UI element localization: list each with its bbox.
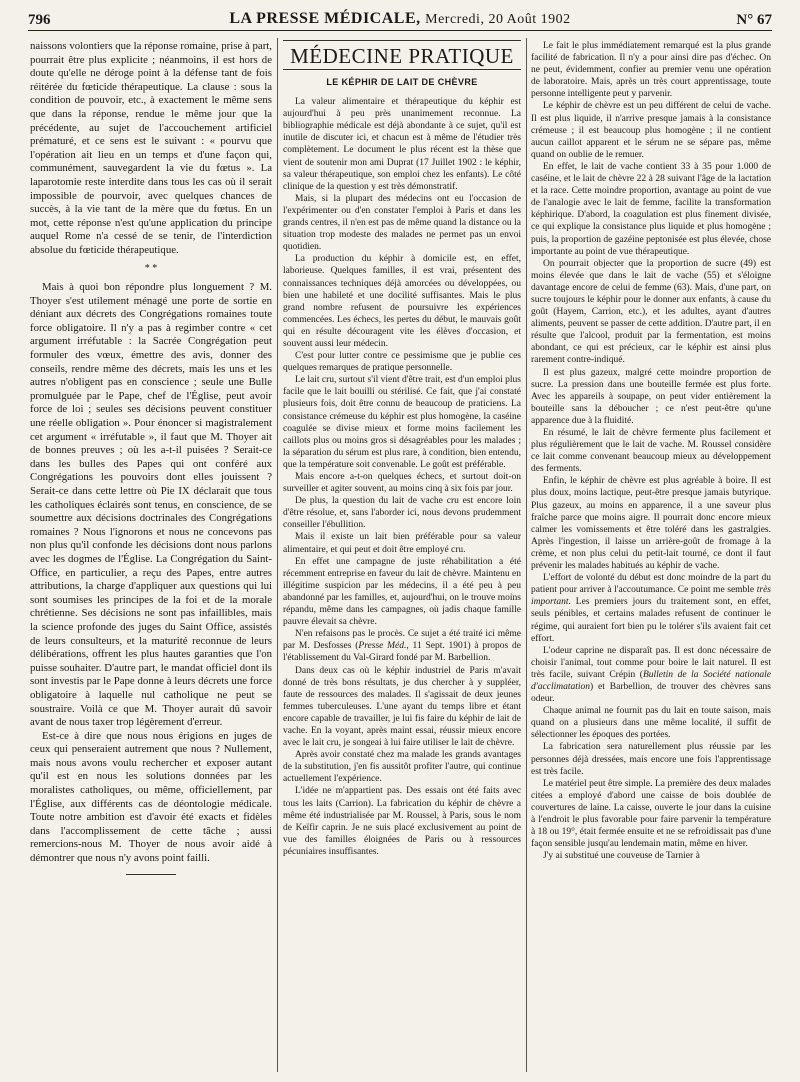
paragraph: La production du képhir à domicile est, en effet, laborieuse. Quelques familles, il est vrai, présentent des connaissances techniques déjà amorcées ou développées, ou bien une habileté et une docilité suffisantes. Mais le plus grand nombre refusent de poursuivre les expériences commencées. Les échecs, les pertes du début, le mauvais goût qui en résulte découragent vite les élèves d'occasion, et souvent aussi leur médecin. bbox=[283, 254, 521, 349]
paragraph: Mais à quoi bon répondre plus longuement ? M. Thoyer s'est utilement ménagé une porte de sortie en déniant aux décrets des Congrégations romaines toute force obligatoire. Il n'y a pas à regimber contre « cet argument irréfutable : la Sacrée Congrégation peut formuler des vœux, émettre des avis, donner des conseils, rendre même des décrets, mais les uns et les autres n'obligent pas en conscience ; seule une Bulle promulguée par le Pape, chef de l'Église, peut avoir force de loi ; seules ses décisions peuvent constituer une réelle obligation ». Pour énoncer si magistralement cet argument « irréfutable », il faut que M. Thoyer ait de bonnes preuves ; où les a-t-il puisées ? Serait-ce dans les bulles des Papes qui ont conféré aux Congrégations les pouvoirs dont elles jouissent ? Serait-ce dans cette lettre où Pie IX déclarait que tous les catholiques éclairés sont tenus, en conscience, de se soumettre aux décisions doctrinales des Congrégations romaines ? Nous l'ignorons et nous ne concevons pas non plus qu'il confonde les décisions dont nous parlons avec les dogmes de l'Église. La Congrégation du Saint-Office, en particulier, a reçu des Papes, entre autres attributions, la charge d'appliquer aux questions qui lui sont soumises les principes de la foi et de la morale chrétienne. Ses décisions ne sont pas infaillibles, mais la science profonde des juges du Saint Office, assistés de leurs consulteurs, et la maturité reconnue de leurs délibérations, offrent les plus hautes garanties que l'on puisse souhaiter. D'autre part, le mandat officiel dont ils sont investis par le Pape donne à leurs décrets une force obligatoire à laquelle nul catholique ne peut se soustraire. Voilà ce que M. Thoyer aurait dû savoir avant de nous taxer trop légèrement d'erreur. bbox=[30, 281, 272, 729]
paragraph: Le lait cru, surtout s'il vient d'être trait, est d'un emploi plus facile que le lait bouilli ou stérilisé. Ce fait, que j'ai constaté plusieurs fois, doit être connu de beaucoup de praticiens. La consistance crémeuse du képhir est plus homogène, la caséine coagulée se divise mieux et forme moins facilement les caillots plus ou moins gros si désagréables pour les malades ; la séparation du sérum est plus rare, à condition, bien entendu, que la température soit convenable. Le goût est préférable. bbox=[283, 375, 521, 470]
section-stars: * * bbox=[144, 262, 158, 274]
paragraph: Dans deux cas où le képhir industriel de Paris m'avait donné de très bons résultats, je dus chercher à y suppléer, faute de ressources des malades. Il s'agissait de deux jeunes femmes tuberculeuses. L'une ayant du temps libre et étant encore capable de travailler, je lui fis faire du képhir de lait de vache. En la voyant, après maint essai, réussir mieux encore avec le lait cru, je songeai à lui faire utiliser le lait de chèvre. bbox=[283, 665, 521, 749]
end-rule bbox=[126, 874, 176, 875]
paragraph: On pourrait objecter que la proportion de sucre (49) est moins élevée que dans le lait de vache (55) et s'éloigne davantage encore de celui de femme (63). Mais, d'une part, on sucre toujours le képhir pour le donner aux enfants, à cause du goût (Hayem, Carrion, etc.), et les adultes, ayant d'autres aliments, peuvent se passer de cette addition. D'autre part, il en résulte que l'alcool, produit par la fermentation, est moins abondant, ce qui est précieux, car le képhir est ainsi plus rarement contre-indiqué. bbox=[531, 258, 771, 366]
paragraph: Après avoir constaté chez ma malade les grands avantages de la substitution, j'en fis aussitôt profiter l'autre, qui continue actuellement l'expérience. bbox=[283, 750, 521, 785]
paragraph bbox=[283, 628, 521, 664]
text-run: . Les premiers jours du traitement sont, en effet, seuls pénibles, et certains malades refusent de continuer le régime, qui auraient fort bien pu le tolérer s'ils avaient fait cet effort. bbox=[531, 597, 771, 644]
paragraph: En effet, le lait de vache contient 33 à 35 pour 1.000 de caséine, et le lait de chèvre 22 à 28 suivant l'âge de la lactation et la race. Cette moindre proportion, avantage au point de vue de l'analogie avec le lait de femme, facilite la transformation képhirique. D'abord, la coagulation est plus finement divisée, ce qui explique la consistance plus liquide et plus homogène ; puis, la proportion de gazéine peptonisée est plus élevée, chose importante au point de vue thérapeutique. bbox=[531, 161, 771, 257]
issue-date: Mercredi, 20 Août 1902 bbox=[425, 12, 571, 27]
paragraph bbox=[531, 572, 771, 645]
column-divider bbox=[277, 38, 278, 1072]
article-title: LE KÉPHIR DE LAIT DE CHÈVRE bbox=[326, 77, 478, 87]
page-number: 796 bbox=[28, 12, 51, 28]
text-run: , 11 Sept. 1901) à propos de l'établissement du Val-Girard fondé par M. Barbellion. bbox=[283, 641, 521, 664]
paragraph: Le képhir de chèvre est un peu différent de celui de vache. Il est plus liquide, il n'arrive presque jamais à la consistance crémeuse ; il est beaucoup plus homogène ; il ne contient aucun caillot apparent et le sérum ne se sépare pas, même quand on oublie de le remuer. bbox=[531, 101, 771, 160]
emphasis: très important bbox=[531, 585, 771, 608]
section-title: MÉDECINE PRATIQUE bbox=[283, 40, 521, 70]
text-run: L'effort de volonté du début est donc moindre de la part du patient pour arriver à l'accoutumance. Ce point me semble bbox=[531, 573, 771, 596]
paragraph bbox=[531, 645, 771, 705]
text-run: L'odeur caprine ne disparaît pas. Il est donc nécessaire de choisir l'animal, tout comme pour boire le lait naturel. Il est très facile, suivant Crépin ( bbox=[531, 645, 771, 680]
paragraph: De plus, la question du lait de vache cru est encore loin d'être résolue, et, sans l'aborder ici, nous devons prudemment conseiller l'ébullition. bbox=[283, 496, 521, 531]
paragraph: Chaque animal ne fournit pas du lait en toute saison, mais quand on a plusieurs dans une même localité, il suffit de sélectionner les époques des portées. bbox=[531, 706, 771, 741]
column-right bbox=[531, 40, 771, 1074]
paragraph: Il est plus gazeux, malgré cette moindre proportion de sucre. La pression dans une bouteille fermée est plus forte. Avec les appareils à soupape, on peut vider entièrement la bouteille sans la déboucher ; ce n'est peut-être qu'une apparence due à la fluidité. bbox=[531, 367, 771, 426]
page-header bbox=[28, 6, 772, 31]
paragraph: La valeur alimentaire et thérapeutique du képhir est aujourd'hui à peu près unanimement reconnue. La bibliographie médicale est déjà abondante à ce sujet, qu'il est inutile de discuter ici, et chacun est à même de l'étudier très complètement. Le document le plus récent est la thèse que vient de soutenir mon ami Duprat (17 Juillet 1902 : le képhir, sa valeur thérapeutique, son emploi chez les enfants). Le côté clinique de la question y est très démonstratif. bbox=[283, 97, 521, 192]
paragraph: Est-ce à dire que nous nous érigions en juges de ceux qui penseraient autrement que nous ? Nullement, mais nous avons voulu rechercher et exposer autant qu'il est en nous les solutions données par les moralistes catholiques, ou même, officiellement, par l'Église, aux différents cas de déontologie médicale. Toute notre ambition est d'avoir été exacts et fidèles dans l'accomplissement de cette tâche ; aussi remercions-nous M. Thoyer de nous avoir aidé à démontrer que nous n'y avons point failli. bbox=[30, 729, 272, 865]
paragraph: En effet une campagne de juste réhabilitation a été récemment entreprise en faveur du lait de chèvre. Maintenu en illégitime suspicion par les médecins, il a été peu à peu abandonné par les familles, et, aujourd'hui, on le trouve moins répandu, même dans les campagnes, où jadis chaque famille pauvre élevait sa chèvre. bbox=[283, 556, 521, 628]
journal-reference: Bulletin de la Société nationale d'acclimatation bbox=[531, 669, 771, 692]
paragraph: Mais encore a-t-on quelques échecs, et surtout doit-on surveiller et agiter souvent, au moins cinq à six fois par jour. bbox=[283, 472, 521, 495]
column-middle bbox=[283, 40, 521, 1074]
paragraph: J'y ai substitué une couveuse de Tarnier à bbox=[543, 851, 700, 862]
column-divider bbox=[526, 38, 527, 1072]
paragraph: Enfin, le képhir de chèvre est plus agréable à boire. Il est plus doux, moins lactique, peut-être presque jamais butyrique. Plus gazeux, au moins en apparence, il a une saveur plus fraîche parce que moins aigre. Il pourrait donc encore mieux calmer les vomissements et être toléré dans les gastralgies. Après l'ingestion, il laisse un arrière-goût de fromage à la crème, et non plus celui du petit-lait tourné, ce dont il faut prévenir les malades habitués au képhir de vache. bbox=[531, 476, 771, 572]
journal-reference: Presse Méd. bbox=[358, 641, 407, 652]
column-left bbox=[30, 40, 272, 1074]
paragraph: C'est pour lutter contre ce pessimisme que je publie ces quelques remarques de pratique personnelle. bbox=[283, 351, 521, 374]
paragraph: La fabrication sera naturellement plus réussie par les personnes déjà dressées, mais encore une fois l'apprentissage est très facile. bbox=[531, 742, 771, 777]
paragraph: Mais, si la plupart des médecins ont eu l'occasion de l'expérimenter ou d'en constater l'emploi à Paris et dans les grands centres, il n'en est pas de même quand la distance ou la situation trop modeste des malades ne permet pas un envoi quotidien. bbox=[283, 193, 521, 253]
text-run: N'en refaisons pas le procès. Ce sujet a été traité ici même par M. Desfosses ( bbox=[283, 629, 521, 652]
journal-name: LA PRESSE MÉDICALE, bbox=[229, 10, 421, 27]
issue-number: N° 67 bbox=[736, 12, 772, 28]
paragraph: Le matériel peut être simple. La première des deux malades citées a employé d'abord une caisse de bois doublée de couvertures de laine. La caisse, ouverte le jour dans la cuisine à l'endroit le plus favorable pour faire parvenir la température à 18 ou 19°, était fermée ensuite et ne se refroidissait pas d'une façon sensible jusqu'au lendemain matin, même en hiver. bbox=[531, 778, 771, 850]
paragraph: Le fait le plus immédiatement remarqué est la plus grande facilité de fabrication. Il n'y a pour ainsi dire pas d'échec. On ne peut, évidemment, confier au premier venu une opération de laboratoire. Mais, après un très court apprentissage, toute personne intelligente peut y parvenir. bbox=[531, 41, 771, 100]
running-title bbox=[28, 10, 772, 28]
paragraph: naissons volontiers que la réponse romaine, prise à part, pourrait être plus explicite ; néanmoins, il est hors de doute qu'elle ne déroge point à la défense tant de fois réitérée du fœticide thérapeutique. La clause : sous la condition de pouvoir, etc., à exactement le même sens que dans la réponse, rendue le même jour que la précédente, au sujet de l'accouchement artificiel prématuré, et ce sens est le suivant : « pourvu que l'opération ait lieu en un temps et d'une façon qui, communément, sauvegardent la vie du fœtus ». La laparotomie reste interdite dans tous les cas où il serait impossible de pourvoir, avec quelques chances de succès, à la vie tant de la mère que du fœtus. En un mot, cette réponse n'est qu'une application du principe auquel Rome n'a cessé de se tenir, de l'interdiction absolue du fœticide thérapeutique. bbox=[30, 40, 272, 256]
paragraph: Mais il existe un lait bien préférable pour sa valeur alimentaire, et qui peut et doit être employé cru. bbox=[283, 532, 521, 555]
paragraph: L'idée ne m'appartient pas. Des essais ont été faits avec tous les laits (Carrion). La fabrication du képhir de chèvre a même été industrialisée par M. Roussel, à Paris, sous le nom de Keïfir caprin. Je ne suis placé exclusivement au point de vue des familles éloignées de Paris ou à ressources pécuniaires insuffisantes. bbox=[283, 786, 521, 857]
text-run: ) et Barbellion, de trouver des chèvres sans odeur. bbox=[531, 681, 771, 705]
paragraph: En résumé, le lait de chèvre fermente plus facilement et plus régulièrement que le lait de vache. M. Roussel considère ce lait comme convenant beaucoup mieux au développement des ferments. bbox=[531, 428, 771, 475]
